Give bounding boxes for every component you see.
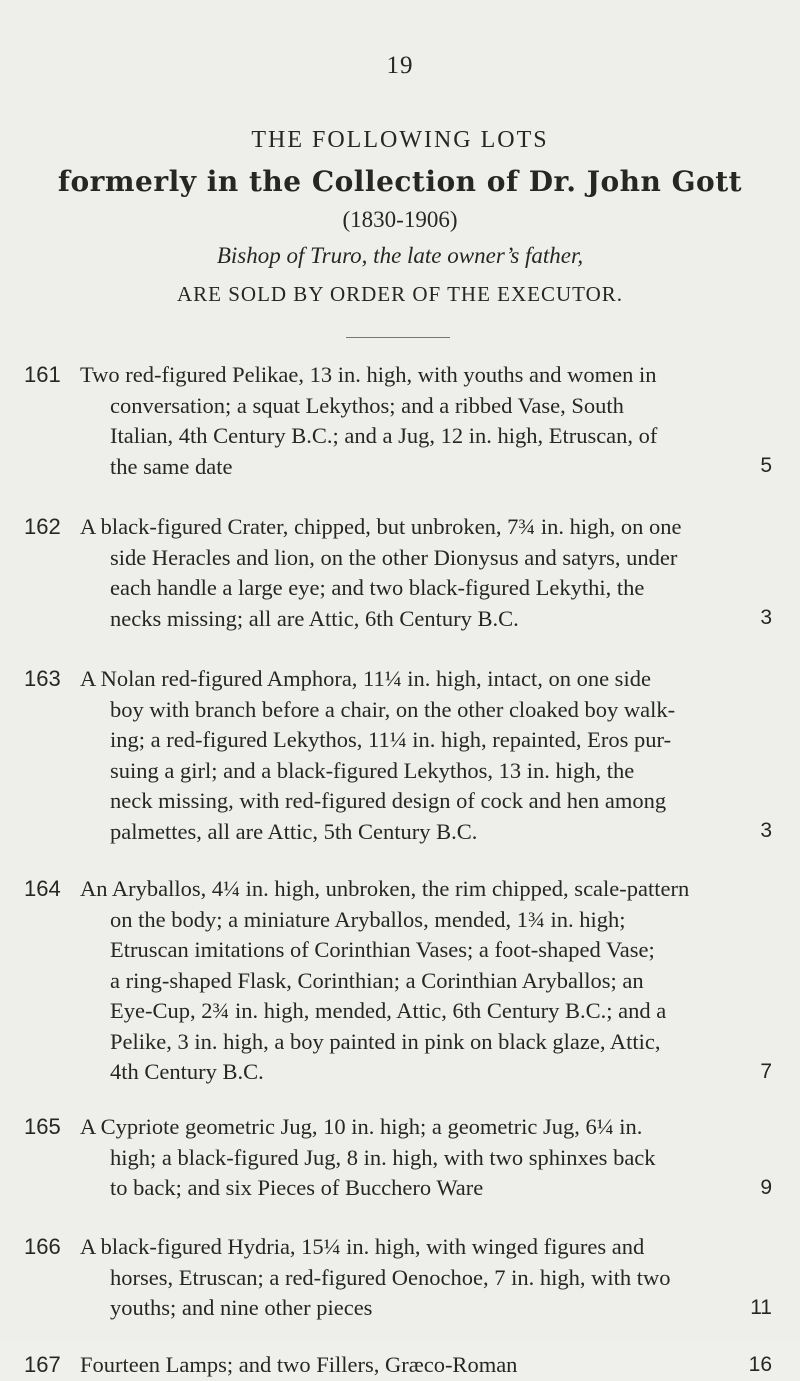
lot-description-line: 4th Century B.C. (110, 1059, 264, 1084)
lot-description-line: the same date (110, 453, 233, 479)
collector-byline: Bishop of Truro, the late owner’s father, (216, 243, 584, 268)
lot-number: 164 (24, 876, 61, 901)
lot-count: 5 (760, 454, 772, 477)
collection-title: formerly in the Collection of Dr. John Gott (57, 165, 743, 198)
lot-number: 162 (24, 514, 61, 539)
lot-description-line: on the body; a miniature Aryballos, mended, 1¾ in. high; (110, 906, 626, 932)
lot-number: 161 (24, 362, 61, 387)
lot-description (80, 1350, 770, 1381)
lot-count: 7 (760, 1060, 772, 1083)
lot-description-line: side Heracles and lion, on the other Dionysus and satyrs, under (110, 544, 678, 570)
lot-description-line: neck missing, with red-figured design of cock and hen among (110, 788, 667, 813)
lot-description-line: each handle a large eye; and two black-figured Lekythi, the (110, 575, 645, 600)
lot-description-line: horses, Etruscan; a red-figured Oenochoe, 7 in. high, with two (110, 1264, 671, 1290)
lot-description-line: necks missing; all are Attic, 6th Century B.C. (110, 605, 519, 631)
lot-description-line: palmettes, all are Attic, 5th Century B.C. (110, 818, 478, 844)
lot-description-line: A black-figured Hydria, 15¼ in. high, with winged figures and (80, 1234, 645, 1259)
lot-count: 3 (760, 606, 772, 629)
lot-number: 165 (24, 1114, 61, 1139)
executor-note: ARE SOLD BY ORDER OF THE EXECUTOR. (176, 282, 624, 306)
lot-description-line: Pelike, 3 in. high, a boy painted in pink on black glaze, Attic, (110, 1028, 661, 1054)
lot-description-line: high; a black-figured Jug, 8 in. high, with two sphinxes back (110, 1144, 656, 1170)
lot-number: 163 (24, 666, 61, 691)
lot-description-line: youths; and nine other pieces (110, 1295, 373, 1320)
lot-description-line: Italian, 4th Century B.C.; and a Jug, 12 in. high, Etruscan, of (110, 423, 658, 448)
lot-count: 16 (748, 1353, 772, 1376)
collector-dates: (1830-1906) (342, 207, 458, 232)
lot-description-line: An Aryballos, 4¼ in. high, unbroken, the rim chipped, scale-pattern (80, 876, 690, 901)
page-number: 19 (386, 52, 414, 79)
lot-description-line: A Cypriote geometric Jug, 10 in. high; a geometric Jug, 6¼ in. (80, 1114, 643, 1139)
lot-description-line: Etruscan imitations of Corinthian Vases; a foot-shaped Vase; (110, 937, 655, 962)
lot-description (80, 874, 770, 1088)
divider-rule (346, 337, 450, 338)
section-heading: THE FOLLOWING LOTS (251, 127, 549, 153)
lot-description-line: A Nolan red-figured Amphora, 11¼ in. high, intact, on one side (80, 666, 651, 691)
lot-description-line: Fourteen Lamps; and two Fillers, Græco-Roman (80, 1352, 518, 1377)
lot-description-line: Eye-Cup, 2¾ in. high, mended, Attic, 6th Century B.C.; and a (110, 998, 667, 1023)
lot-description (80, 512, 770, 634)
lot-description (80, 664, 770, 847)
lot-number: 167 (24, 1352, 61, 1377)
lot-count: 9 (760, 1176, 772, 1199)
lot-description-line: to back; and six Pieces of Bucchero Ware (110, 1175, 484, 1200)
lot-description-line: Two red-figured Pelikae, 13 in. high, with youths and women in (80, 362, 657, 387)
lot-description-line: conversation; a squat Lekythos; and a ribbed Vase, South (110, 392, 624, 418)
lot-count: 3 (760, 819, 772, 842)
lot-description (80, 1112, 770, 1204)
lot-description-line: boy with branch before a chair, on the other cloaked boy walk- (110, 696, 676, 722)
lot-description (80, 360, 770, 482)
lot-description-line: ing; a red-figured Lekythos, 11¼ in. high, repainted, Eros pur- (110, 727, 672, 752)
lot-description-line: A black-figured Crater, chipped, but unbroken, 7¾ in. high, on one (80, 514, 682, 539)
lot-description (80, 1232, 770, 1324)
lot-number: 166 (24, 1234, 61, 1259)
lot-description-line: suing a girl; and a black-figured Lekythos, 13 in. high, the (110, 757, 635, 783)
lot-description-line: a ring-shaped Flask, Corinthian; a Corinthian Aryballos; an (110, 967, 644, 993)
lot-count: 11 (750, 1296, 772, 1319)
